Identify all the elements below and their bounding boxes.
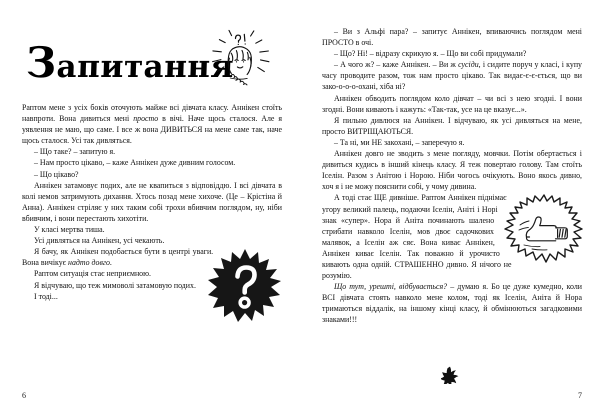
paragraph: І тоді... xyxy=(34,291,58,301)
paragraph: Аннікен затамовує подих, але не квапиться з відповіддю. І всі дівчата в колі немов затримують дихання. Хтось позад мене хихоче. (Це – Крістіна й Анна). Аннікен стріляє у них таким собі трохи вбивчим поглядом, ну, ніби вбивчим, і вони перестають хихотіти. xyxy=(22,180,282,223)
emphasis: Що тут, урешті, відбувається? xyxy=(334,282,448,292)
paragraph: – Нам просто цікаво, – каже Аннікен дуже дивним голосом. xyxy=(34,158,236,168)
paragraph: У класі мертва тиша. xyxy=(34,225,105,235)
right-page xyxy=(300,0,600,414)
paragraph: – Що таке? – запитую я. xyxy=(34,147,116,157)
paragraph: – Ви з Альфі пара? – запитує Аннікен, впиваючись поглядом мені ПРОСТО в очі. xyxy=(322,27,582,48)
paragraph: А тоді стає ЩЕ дивніше. Раптом Аннікен піднімає угору великий палець, подаючи Іселін, Аніті і Норі знак «супер». Нора й Аніта починають шалено стрибати навколо Іселін, мов двоє садочкових малявок, а Іселін аж сяє. Вона киває Аннікен, Аннікен киває Іселін. Так поважно й урочисто кивають одна одній. СТРАШЕННО дивно. Я нічого не розумію. xyxy=(322,193,512,281)
paragraph: Раптом ситуація стає неприємною. xyxy=(34,269,151,279)
paragraph: Я пильно дивлюся на Аннікен. І відчуваю, як усі дивляться на мене, просто ВИТРІЩАЮТЬСЯ. xyxy=(322,115,582,136)
page-number-right: 7 xyxy=(578,391,582,400)
paragraph: Усі дивляться на Аннікен, усі чекають. xyxy=(34,236,165,246)
paragraph: – Що? Ні! – відразу скрикую я. – Що ви собі придумали? xyxy=(334,49,527,59)
paragraph: Аннікен довго не зводить з мене погляду, мовчки. Потім обертається і дивиться кудись в інший кінець класу. Я теж повертаю голову. Там стоїть Іселін. Разом з Анітою і Норою. Ніби чогось очікують. Воно якось дивно, хоч я і не можу пояснити собі, у чому дивина. xyxy=(322,149,582,192)
question-mark-burst-icon xyxy=(208,248,282,326)
paragraph: Що тут, урешті, відбувається? – думаю я. Бо це дуже кумедно, коли ВСІ дівчата стоять навколо мене колом, тоді як Іселін, Аніта й Нора тримаються віддалік, на іншому кінці класу, й обмінюються загадковими знаками!!! xyxy=(322,282,582,325)
paragraph: Я бачу, як Аннікен подобається бути в центрі уваги. Вона вичікує надто довго. xyxy=(22,247,214,268)
thumbs-up-burst-icon xyxy=(500,193,588,267)
emphasis: просто xyxy=(133,114,159,124)
chapter-title-initial: З xyxy=(25,38,58,87)
left-page-body xyxy=(22,102,282,328)
girl-face-sketch-icon xyxy=(200,26,278,94)
right-page-body xyxy=(322,26,582,326)
emphasis: надто довго xyxy=(68,258,110,268)
paragraph: – Що цікаво? xyxy=(34,169,79,179)
page-number-left: 6 xyxy=(22,391,26,400)
paragraph: Я відчуваю, що теж мимоволі затамовую подих. xyxy=(34,280,196,290)
paragraph: Раптом мене з усіх боків оточують майже всі дівчата класу. Аннікен стоїть навпроти. Вона дивиться мені просто в вічі. Наче щось сталося. Але я уявлення не маю, що саме. І все ж вона ДИВИТЬСЯ на мене саме так, наче щось сталося. Усі так дивляться. xyxy=(22,103,282,146)
paragraph: – А чого ж? – каже Аннікен. – Ви ж сусіди, і сидите поруч у класі, і купу часу проводите разом, тож нам просто цікаво. Так видає-є-є-ється, що ви зако-о-о-о-охані, хіба ні? xyxy=(322,60,582,92)
chapter-heading xyxy=(22,26,282,98)
paragraph: – Та ні, ми НЕ закохані, – заперечую я. xyxy=(334,137,465,147)
asterisk-ornament-icon xyxy=(441,366,459,384)
emphasis: сусіди xyxy=(458,60,479,70)
paragraph: Аннікен обводить поглядом коло дівчат – чи всі з нею згодні. І вони згодні. Вони кивають і кажуть: «Так-так, усе на це вказує...». xyxy=(322,93,582,114)
chapter-title-rest: апитання xyxy=(56,49,235,85)
